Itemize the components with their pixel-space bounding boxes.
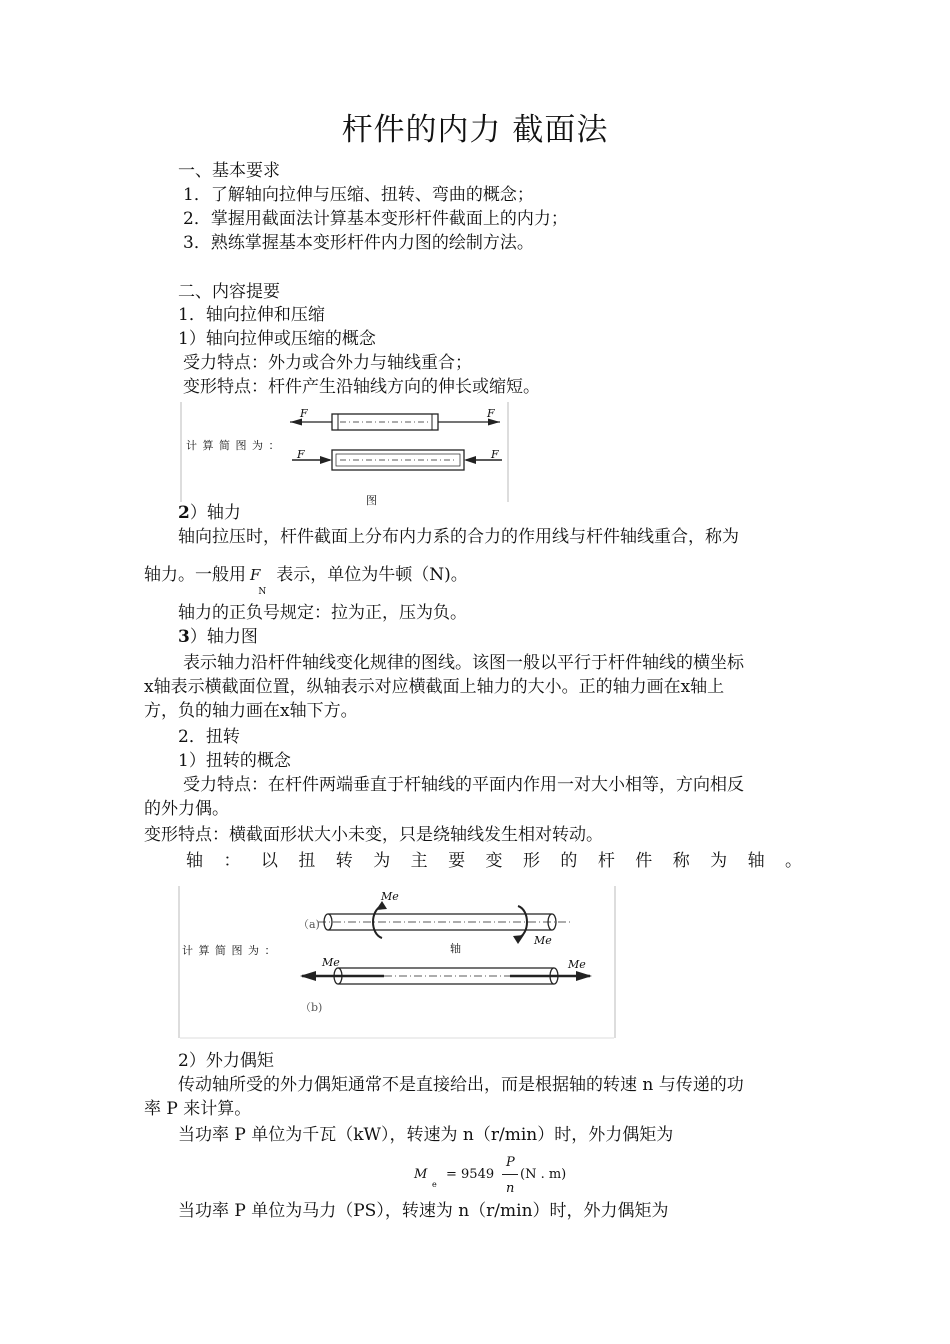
paragraph: 轴向拉压时，杆件截面上分布内力系的合力的作用线与杆件轴线重合，称为	[178, 527, 739, 547]
moment-label-Me: Me	[381, 890, 399, 903]
moment-label-Me: Me	[322, 956, 340, 969]
subfigure-label-b: （b)	[300, 1001, 323, 1014]
heading-text: ）轴力	[189, 503, 241, 523]
paragraph: 当功率 P 单位为千瓦（kW），转速为 n（r/min）时，外力偶矩为	[178, 1125, 674, 1145]
fn-subscript: N	[258, 587, 267, 597]
char: 称	[672, 851, 690, 871]
figure-axial-diagram	[180, 400, 510, 507]
force-label-F: F	[300, 407, 308, 420]
text: 表示，单位为牛顿（N)。	[276, 565, 468, 585]
paragraph: 当功率 P 单位为马力（PS），转速为 n（r/min）时，外力偶矩为	[178, 1201, 669, 1221]
paragraph: x轴表示横截面位置，纵轴表示对应横截面上轴力的大小。正的轴力画在x轴上	[144, 677, 725, 697]
figure-caption: 图	[366, 494, 377, 507]
formula-constant: = 9549	[446, 1167, 495, 1182]
paragraph: 受力特点：外力或合外力与轴线重合；	[183, 353, 472, 373]
number: 2	[178, 503, 190, 523]
text: 轴力。一般用	[144, 565, 246, 585]
char: 为	[710, 851, 728, 871]
subsection-heading-external-torque: 2）外力偶矩	[178, 1051, 274, 1071]
char: 以	[260, 851, 278, 871]
fn-symbol: F	[250, 566, 261, 584]
char: ：	[223, 851, 241, 871]
paragraph: 的外力偶。	[144, 799, 229, 819]
char: 扭	[298, 851, 316, 871]
subsection-heading-axial-concept: 1）轴向拉伸或压缩的概念	[178, 329, 376, 349]
paragraph: 传动轴所受的外力偶矩通常不是直接给出，而是根据轴的转速 n 与传递的功	[178, 1075, 744, 1095]
figure-caption-shaft: 轴	[450, 942, 461, 955]
fraction-bar	[502, 1174, 518, 1175]
subsection-heading-torsion-concept: 1）扭转的概念	[178, 751, 291, 771]
section-heading-content-summary: 二、内容提要	[178, 282, 280, 302]
char: 杆	[597, 851, 615, 871]
char: 主	[410, 851, 428, 871]
paragraph: 变形特点：杆件产生沿轴线方向的伸长或缩短。	[183, 377, 540, 397]
list-item: 2．掌握用截面法计算基本变形杆件截面上的内力；	[183, 209, 568, 229]
list-item: 1．了解轴向拉伸与压缩、扭转、弯曲的概念；	[183, 185, 534, 205]
paragraph: 轴力的正负号规定：拉为正，压为负。	[178, 603, 467, 623]
heading-text: ）轴力图	[189, 627, 258, 647]
paragraph-shaft-definition	[186, 850, 802, 872]
char: 形	[522, 851, 540, 871]
char: 轴	[186, 851, 203, 871]
subfigure-label-a: （a)	[298, 918, 320, 931]
formula-external-torque	[410, 1152, 590, 1198]
figure-label: 计 算 简 图 为 ：	[182, 944, 277, 957]
subsection-heading-axial-force	[178, 502, 241, 524]
paragraph: 率 P 来计算。	[144, 1099, 252, 1119]
paragraph: 变形特点：横截面形状大小未变，只是绕轴线发生相对转动。	[144, 825, 603, 845]
formula-subscript-e: e	[432, 1180, 437, 1189]
force-label-F: F	[297, 448, 305, 461]
formula-M: M	[414, 1167, 428, 1182]
char: 要	[448, 851, 466, 871]
page-title: 杆件的内力 截面法	[341, 112, 609, 148]
force-label-F: F	[487, 407, 495, 420]
formula-numerator: P	[506, 1155, 515, 1170]
force-label-F: F	[491, 448, 499, 461]
formula-unit: (N . m)	[520, 1167, 567, 1182]
subsection-heading-axial: 1．轴向拉伸和压缩	[178, 305, 325, 325]
char: 转	[335, 851, 353, 871]
char: 的	[560, 851, 578, 871]
list-item: 3．熟练掌握基本变形杆件内力图的绘制方法。	[183, 233, 534, 253]
char: 件	[635, 851, 653, 871]
paragraph: 方，负的轴力画在x轴下方。	[144, 701, 358, 721]
subsection-heading-axial-diagram	[178, 626, 258, 648]
paragraph: 表示轴力沿杆件轴线变化规律的图线。该图一般以平行于杆件轴线的横坐标	[183, 653, 744, 673]
paragraph-axial-symbol	[144, 564, 468, 597]
char: 为	[373, 851, 391, 871]
subsection-heading-torsion: 2．扭转	[178, 727, 240, 747]
moment-label-Me: Me	[568, 958, 586, 971]
moment-label-Me: Me	[534, 934, 552, 947]
char: 轴	[747, 851, 765, 871]
char: 。	[785, 851, 802, 871]
paragraph: 受力特点：在杆件两端垂直于杆轴线的平面内作用一对大小相等，方向相反	[183, 775, 744, 795]
char: 变	[485, 851, 503, 871]
figure-label: 计 算 简 图 为 ：	[186, 439, 281, 452]
section-heading-basic-requirements: 一、基本要求	[178, 161, 280, 181]
formula-denominator: n	[506, 1181, 515, 1196]
figure-torsion-diagram	[178, 884, 618, 1040]
number: 3	[178, 627, 190, 647]
